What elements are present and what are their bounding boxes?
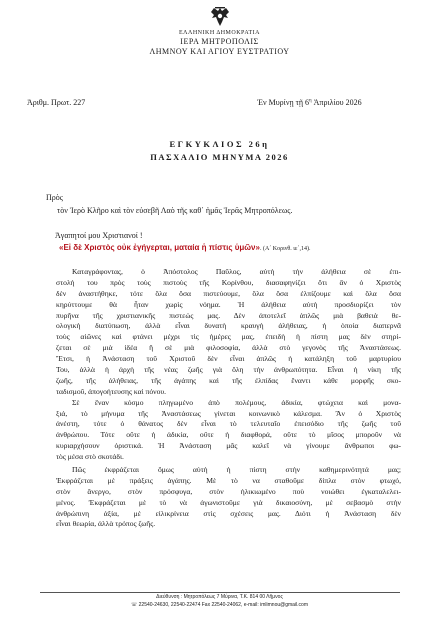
body-line: κηρύττουμε θὰ ἦταν χωρὶς νόημα. Ἡ ἀλήθεια αὐτὴ προσδιορίζει τὸν — [56, 299, 401, 309]
body-line: ταδισμοῦ, ἀπογοήτευσης καὶ πόνου. — [56, 386, 167, 396]
recipient-text: τὸν Ἱερὸ Κλῆρο καὶ τὸν εὐσεβῆ Λαὸ τῆς καθ᾽ ἡμᾶς Ἱερᾶς Μητροπόλεως. — [57, 206, 293, 215]
body-paragraphs-1-2 — [56, 267, 401, 463]
body-line: πυρῆνα τῆς χριστιανικῆς πιστεώς μας. Δὲν ἀποτελεῖ ἁπλῶς μιὰ βαθειὰ θε- — [56, 310, 401, 320]
body-line: στολή του πρὸς τοὺς πιστοὺς τῆς Κορίνθου, διασαφηνίζει ὅτι ἂν ὁ Χριστὸς — [56, 277, 401, 287]
body-line: ἀνθρώπινη ἀξία, μὲ εἰλικρίνεια στὶς σχέσεις μας. Διότι ἡ Ἀνάσταση δὲν — [56, 508, 401, 518]
body-line: Ἐκφράζεται μὲ πράξεις ἀγάπης. Μὲ τὸ να σταθοῦμε δίπλα στὸν φτωχό, — [56, 475, 401, 485]
body-paragraph-3 — [56, 465, 401, 530]
body-line: τὸς μέσα στὸ σκοτάδι. — [56, 452, 124, 462]
body-line: ζωῆς, τῆς ἀλήθειας, τῆς ἀγάπης καὶ τῆς ἐλπίδας ἔναντι κάθε μορφῆς σκο- — [56, 375, 401, 385]
document-date: Ἐν Μυρίνῃ τῇ $6^\eta$ Ἀπριλίου 2026 — [257, 98, 362, 107]
footer-divider — [40, 592, 400, 593]
body-line: ξιά, τὸ μήνυμα τῆς Ἀναστάσεως γίνεται κοινωνικὸ κάλεσμα. Ἂν ὁ Χριστὸς — [56, 408, 401, 418]
footer-address: Διεύθυνση : Μητροπόλεως 7 Μύρινα, Τ.Κ. 814 00 Λῆμνος — [156, 594, 283, 600]
body-line: Καταγράφοντας, ὁ Ἀπόστολος Παῦλος, αὐτὴ τὴν ἀλήθεια σὲ ἐπι- — [72, 267, 401, 276]
body-line: ἀνθρώπου. Τότε οὔτε ἡ ἀδικία, οὔτε ἡ διαφθορά, οὔτε τὸ μῖσος μποροῦν νὰ — [56, 430, 401, 440]
body-line: Πῶς ἐκφράζεται ὅμως αὐτὴ ἡ πίστη στὴν καθημερινότητά μας; — [72, 465, 401, 474]
header-metropolis: ΙΕΡΑ ΜΗΤΡΟΠΟΛΙΣ — [180, 37, 259, 46]
footer-contact: ☏ 22540-24630, 22540-22474 Fax 22540-24062, e-mail: imlimnou@gmail.com — [131, 602, 308, 608]
body-line: Ἔτσι, ἡ Ἀνάσταση τοῦ Χριστοῦ δὲν εἶναι ἁπλῶς ἡ κατάληξη τοῦ μαρτυρίου — [56, 354, 401, 364]
body-line: ζεται σὲ μιὰ ἰδέα ἢ σὲ μιὰ φιλοσοφία, ἀλλὰ στὸ γεγονὸς τῆς Ἀναστάσεως. — [56, 343, 401, 353]
body-line: τοὺς αἰῶνες καὶ φτάνει μέχρι τὶς ἡμέρες μας, ἐπειδὴ ἡ πίστη μας δὲν στηρί- — [56, 332, 401, 342]
scripture-quote: «Εἰ δὲ Χριστὸς οὐκ ἐγήγερται, ματαία ἡ πίστις ὑμῶν». (Α΄ Κορινθ. ιε΄,14). — [59, 243, 311, 252]
body-line: Του, ἀλλὰ ἡ ἀρχὴ τῆς νέας ζωῆς γιὰ ὅλη τὴν ἀνθρωπότητα. Εἶναι ἡ νίκη τῆς — [56, 365, 401, 375]
body-line: στὸν ἄνεργο, στὸν πρόσφυγα, στὸν ἡλικιωμένο ποὺ νοιώθει ἐγκαταλελει- — [56, 486, 401, 496]
body-line: Σὲ ἕναν κόσμο πληγωμένο ἀπὸ πολέμους, ἀδικία, φτώχεια καὶ μονα- — [72, 397, 401, 407]
byzantine-eagle-icon — [207, 6, 233, 28]
encyclical-title: ΕΓΚΥΚΛΙΟΣ 26η — [169, 139, 270, 149]
scripture-reference: . (Α΄ Κορινθ. ιε΄,14). — [259, 246, 311, 252]
protocol-number: Ἀριθμ. Πρωτ. 227 — [27, 98, 86, 107]
body-line: μένος. Ἐκφράζεται μὲ τὸ νὰ ἀγωνιστοῦμε γιὰ δικαιοσύνη, μὲ σεβασμὸ στὴν — [56, 497, 401, 507]
body-line: κυριαρχήσουν ὁριστικά. Ἡ Ἀνάσταση μᾶς καλεῖ νὰ γίνουμε ἄνθρωποι φω- — [56, 441, 401, 451]
recipient-label: Πρὸς — [46, 193, 63, 202]
body-line: εἶναι θεωρία, ἀλλὰ τρόπος ζωῆς. — [56, 519, 156, 529]
body-line: ολογικὴ διατύπωση, ἀλλὰ εἶναι δυνατὴ κραυγὴ ἀλήθειας, ἡ ὁποία διαπερνᾶ — [56, 321, 401, 331]
header-region: ΛΗΜΝΟΥ ΚΑΙ ΑΓΙΟΥ ΕΥΣΤΡΑΤΙΟΥ — [149, 47, 290, 56]
body-line: δὲν ἀναστήθηκε, τότε ὅλα ὅσα πιστεύουμε, ὅλα ὅσα ἐλπίζουμε καὶ ὅλα ὅσα — [56, 288, 401, 298]
greeting: Ἀγαπητοί μου Χριστιανοί ! — [55, 231, 143, 240]
easter-message-title: ΠΑΣΧΑΛΙΟ ΜΗΝΥΜΑ 2026 — [150, 152, 289, 162]
header-state: ΕΛΛΗΝΙΚΗ ΔΗΜΟΚΡΑΤΙΑ — [178, 30, 261, 36]
body-line: ἀνέστη, τότε ὁ θάνατος δὲν εἶναι τὸ τελευταῖο ἐπεισόδιο τῆς ζωῆς τοῦ — [56, 419, 401, 429]
